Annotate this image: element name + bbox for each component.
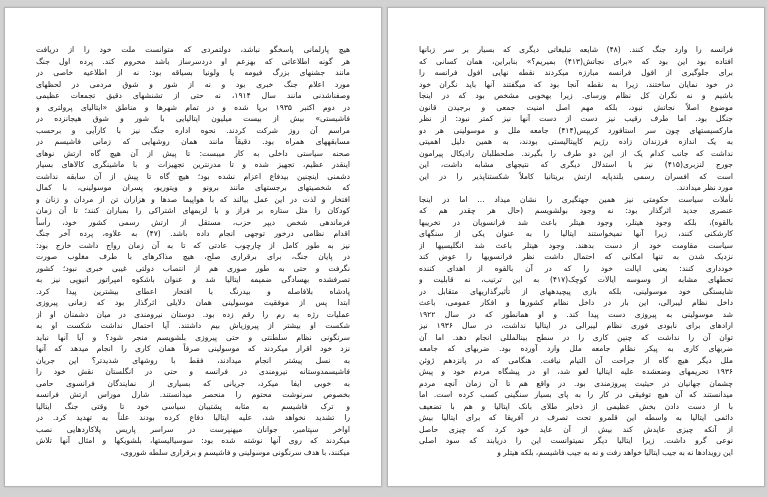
text-line: عملیات رژه به رم را رقم زده بود. دوستان نیرومندی در میان دشمنان او از	[36, 309, 350, 319]
text-line: موضوع اصلاً نجاتش نبود، بلکه مهم اصل امنیت جمعی و برجیدن قانون	[419, 102, 733, 112]
text-line: از آنکه چیزی عایدش کند بیش از آن عاید خود کرد که چیزی حاصل	[419, 424, 733, 434]
text-line: بالقوه)، بلکه وجود هیتلر، وجود هیتلر باعث شد فرانسویان در تخریبها	[419, 217, 733, 227]
text-line: اواخر سپتامبر، جوانان میهنپرست در سراسر پاریس پلاکاردهایی نصب	[36, 424, 350, 434]
text-line: این رویدادها نه به جیب ایتالیا خواهد رفت و نه به جیب فاشیسم، بلکه هیتلر و	[497, 447, 733, 457]
text-line: هیچ پارلمانی پاسخگو نباشد، دولتمردی که متوانست ملت خود را از دریافت	[36, 45, 350, 54]
text-line: توان آن را نداشت که چنین کاری را در سطح بینالمللی انجام دهد. اما آن	[419, 332, 733, 342]
text-line: عنصری جدید اثرگذار بود: نه وجود بولشویسم (حال هر چقدر هم که	[419, 206, 733, 215]
text-line: داخل نظام لیبرالی، این بار در داخل نظام کشورها و افکار عمومی، باعث	[419, 298, 733, 307]
text-line: کودکان را مثل ستاره بر فراز و با لزبمهای اشتراکی را بمباران کنند؛ تا آن زمان	[36, 206, 350, 215]
text-line: مانند جشنهای بزرگ فیومه یا ولونیا بسیاقه بود: نه از اطلاعیه خاصی در	[36, 68, 350, 77]
text-line: دشمنی اینچنین بیدفاع اعزام نشده بود؛ هیچ گاه تا پیش از آن سابقه نداشت	[36, 171, 350, 181]
text-line: وصفناشدنی مانند سال ۱۹۱۴، نه حتی از تشنشهای دقیق تجمعات عظیمی	[36, 91, 350, 100]
text-line: نیز به طور کامل از چارچوب عادتی که تا به آن زمان رواج داشت خارج بود:	[36, 240, 350, 250]
text-line: میدانستند که آن هیچ توفیقی در کار را به پای بسیار سنگینی کسب کرده است. اما	[419, 390, 733, 399]
text-line: نوعی گرو داشت. زیرا ایتالیا دیگر نمیتوانست این را دریابند که سود اصلی	[419, 436, 733, 445]
text-line: مارکسیستهای چون سر استافورد کریپس(۴۱۴) جامعه ملل و موسولینی هر دو	[419, 125, 733, 135]
text-line: چشمان جهانیان در حیثیت پیروزمندی بود. در واقع هم تا آن زمان آنچه مردم	[419, 378, 733, 388]
text-line: فرانسه را وارد جنگ کنند. (۴۸) شایعه تبلیغاتی دیگری که بسیار بر سر زبانها	[419, 45, 733, 54]
text-line: هر گونه اطلاعاتی که بهزعم او دردسرساز باشد محروم کند. پرده اول جنگ	[36, 56, 350, 66]
text-line: ابتدا پس از موفقیت موسولینی همان دلایلی اثرگذار بود که زمانی پیروزی	[36, 298, 350, 307]
text-line: بخصوص سرنوشت محتوم را منحصر میدانستند. شارل موراس ارتش فرانسه	[36, 390, 350, 399]
text-line: کارشکنی کنند، زیرا آنها نمیخواستند ایتالیا را به عنوان یکی از سنگهای	[419, 229, 733, 238]
text-line: صحنه سیاستی داخلی به کار میبست: تا پیش از آن هیچ گاه ارتش نوهای	[36, 148, 350, 158]
text-line: فاشیسمدوستانه نیرومندی در فرانسه و حتی در انگلستان نقش خود را	[36, 367, 350, 376]
text-line: در دوم اکتبر ۱۹۳۵ برپا شده و در تمام شهرها و مناطق «ایتالیای پرولتری و	[36, 102, 350, 112]
page-text-left	[36, 44, 350, 458]
text-line: اینقدر عظیم، تجهیز شده و تا مدرنترین تجهیزات و با ماشینگری کالاهای بسیار	[36, 160, 350, 169]
text-line: مورد نظر میدادند.	[676, 183, 733, 192]
text-line: ۱۹۳۶ تحریمهای وضعشده علیه ایتالیا لغو شد، او در پیشگاه مردم خود و پیش	[419, 367, 733, 376]
document-page-right	[387, 7, 765, 487]
text-line: پادشاه بلافاصله و بیدرنگ با افتخار اعطای بیشترین پیدا کرد.	[36, 286, 350, 296]
text-line: خودداری کنند: یعنی ایالت خود را که در آن بالقوه از اهدای کننده	[419, 263, 733, 273]
text-line: به یک اندازه فرزندان زاده رژیم کاپیتالیستی بودند، به همین دلیل اهمیتی	[419, 137, 733, 146]
text-line: به نسل پیشتر انجام میدادند، فقط با روشهای شدیدتر؟ این جریان	[36, 355, 350, 365]
text-line: جورج لنزبری(۴۱۵) نیز با استدلال دیگری که نتیجهای مشابه داشت، این	[419, 160, 733, 169]
text-line: نزد خود اقرار میکردند که موسولینی صرفاً همان کاری را انجام میدهد که آنها	[36, 344, 350, 353]
text-line: را تشدید نخواهد شد، علیه ایتالیا دفاع کرده بودند علناً به تهدید کرد. در	[36, 413, 350, 422]
text-line: و ترک فاشیسم به مثابه پشتیبان سیاسی خود تا وقتی جنگ ایتالیا	[36, 401, 350, 411]
text-line: مورد اعلام جنگ خبری بود و نه از شور و شوق مردمی در لحظهای	[36, 79, 350, 89]
text-line: به خوبی ایفا میکرد، جریانی که بسیاری از نمایندگان فرانسوی حامی	[36, 378, 350, 388]
text-line: است که افسران رسمی بلندپایه ارتش بریتانیا کاملاً شکستناپذیر را در این	[419, 171, 733, 181]
text-line: برای جلوگیری از افول فرانسه مبارزه میکردند نقطه نهایی افول فرانسه را	[419, 68, 733, 77]
document-page-left	[4, 7, 382, 487]
text-line: مسابقههای همراه بود. دقیقاً مانند همان روشهایی که زمانی فاشیسم در	[36, 137, 350, 146]
text-line: سرنگونی نظام سلطنتی و حتی پیروزی بلشویسم منجر شود؟ و آیا آنها نباید	[36, 332, 350, 342]
text-line: تأملات سیاست حکومتی نیز همین جهتگیری را نشان میداد ... اما در اینجا	[419, 194, 733, 204]
text-line: میکنند، با هدف سرنگونی موسولینی و فاشیسم و برقراری سلطه شوروی،	[120, 447, 350, 457]
text-line: دائمی ایتالیا به واسطه این قلمرو تحت تصرف در آفریقا که برای ایتالیا بیش	[419, 413, 733, 422]
text-line: ملل دیگر هیچ گاه از جراحت آن التیام نیافت. هنگامی که در پانزدهم ژوئن	[419, 355, 733, 365]
text-line: ارادهای برای نابودی فوری نظام لیبرالی در ایتالیا نداشت، در سال ۱۹۳۶ نیز	[419, 321, 733, 330]
page-text-right	[419, 44, 733, 458]
text-line: تصرفشده بهسادگی ضمیمه ایتالیا شد و عنوان باشکوه امپراتور اتیوپی نیز به	[36, 275, 350, 284]
text-line: میکردند که روی آنها نوشته شده بود: سوسیالیستها، بلشویکها و امثال آنها تلاش	[36, 436, 350, 445]
text-line: جنگل بود. اما طرف رقیب نیز دست از دست آنها نیز کمتر نبود: از نظر	[419, 114, 733, 123]
text-line: مراسم آن روز شرکت کردند. نحوه اداره جنگ نیز با کارآیی و برحسب	[36, 125, 350, 135]
text-line: نداشت که جانب کدام یک از این دو طرف را بگیرند. صلحطلبان رادیکال پیرامون	[419, 148, 733, 158]
text-line: نزدیک شدن به تنها امکانی که احتمال داشت نظر فرانسویها را عوض کند	[419, 252, 733, 261]
text-line: شکست او بیشتر از پیروزیاش بیم داشتند. آیا احتمال نداشت شکست او به	[36, 321, 350, 330]
text-line: باشیم و نه نگران کل نظام ورسای. زیرا بهخوبی مشخص بود که در اینجا	[419, 91, 733, 100]
text-line: شایستگی خود موسولینی، بلکه بازی پیچیدههای از تأثیرگذاریهای متقابل در	[419, 286, 733, 296]
text-line: نگرفت و حتی به طور صوری هم از انتصاب دولتی غیبی خبری نبود؛ کشور	[36, 263, 350, 273]
text-line: سیاست مقاومت خود از دست بدهند. وجود هیتلر باعث شد انگلیسیها از	[419, 240, 733, 250]
text-line: تحطهای مشابه از وسوسه ایالات کوچک(۴۱۷) به این ترتیب، نه قابلیت و	[419, 275, 733, 284]
text-line: اقدام نظامی درخور توجهی انجام داده باشد. (۴۷) به علاوه، پرده آخر جنگ	[36, 229, 350, 238]
text-line: ضربهای کاری به پیکر نظام جامعه ملل وارد آورده بود. ضربهای که جامعه	[419, 344, 733, 353]
text-line: در خود نمایان ساختند، زیرا به نقطه آنجا بود که میگفتند آنها باید نگران خود	[419, 79, 733, 89]
text-line: در پایان جنگ، برای برقراری صلح، هیچ مذاکرهای با طرف مغلوب صورت	[36, 252, 350, 261]
text-line: که شخصیتهای برجستهای مانند برونو و ویتوریو، پسران موسولینی، با کمال	[36, 183, 350, 192]
text-line: فاشیستی» بیش از بیست میلیون ایتالیایی با شور و شوق هیجانزده در	[36, 114, 350, 123]
text-line: افتاده بود این بود که «برای نجاتش(۴۱۳) بمیریم؟» بنابراین، همان کسانی که	[419, 56, 733, 66]
text-line: با از دست دادن بخش عظیمی از ذخایر طلای بانک ایتالیا و هم با تضعیف	[419, 401, 733, 411]
text-line: فرماندهی شخص دیپر حزب، مستقل از ارتش رسمی کشور خود، رأساً	[36, 217, 350, 227]
text-line: افتخار و لذت در این عمل بیالند که با هواپیما صدها و هزاران تن از مردان و زنان و	[36, 194, 350, 204]
text-line: شد موسولینی به پیروزی دست پیدا کند. و او همانطور که در سال ۱۹۲۲	[419, 309, 733, 319]
